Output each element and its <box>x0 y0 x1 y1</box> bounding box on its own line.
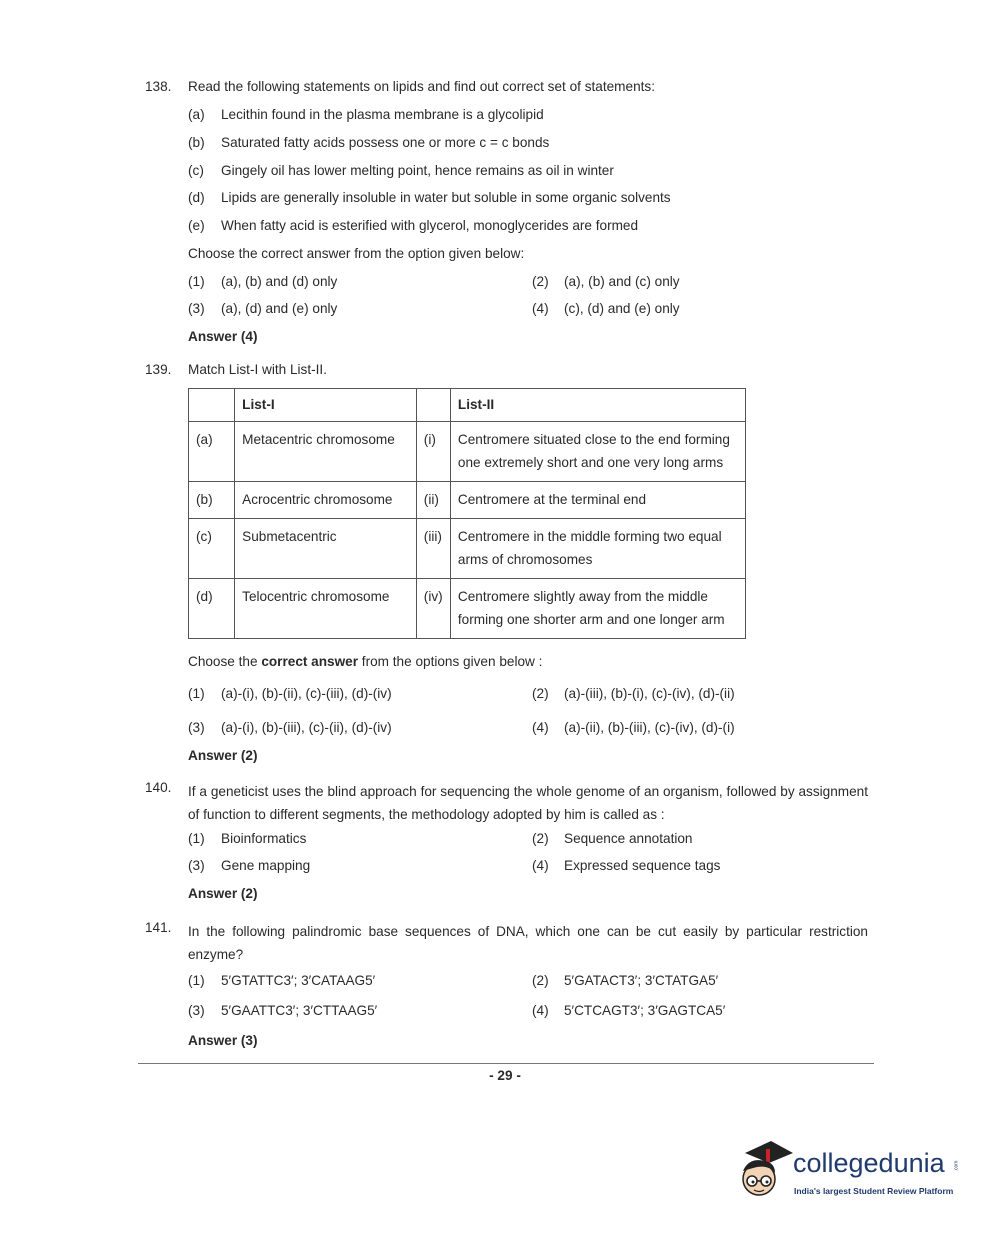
statement-label: (a) <box>188 107 205 122</box>
question-number: 138. <box>145 79 172 94</box>
table-row <box>189 422 746 482</box>
statement-text: When fatty acid is esterified with glycerol, monoglycerides are formed <box>221 218 639 233</box>
table-row <box>189 519 746 579</box>
option-label: (4) <box>532 1003 549 1018</box>
list2-item: Centromere slightly away from the middle forming one shorter arm and one longer arm <box>450 579 745 639</box>
option-label: (1) <box>188 831 205 846</box>
statement-text: Lipids are generally insoluble in water but soluble in some organic solvents <box>221 190 671 205</box>
answer: Answer (2) <box>188 886 258 901</box>
option-label: (1) <box>188 973 205 988</box>
option-label: (3) <box>188 858 205 873</box>
list1-label: (c) <box>189 519 235 579</box>
option-label: (1) <box>188 686 205 701</box>
option-label: (2) <box>532 973 549 988</box>
footer-divider <box>138 1063 874 1064</box>
list1-label: (a) <box>189 422 235 482</box>
answer: Answer (3) <box>188 1033 258 1048</box>
list1-label: (b) <box>189 482 235 519</box>
option-text: Sequence annotation <box>564 831 693 846</box>
option-text: (a)-(iii), (b)-(i), (c)-(iv), (d)-(ii) <box>564 686 735 701</box>
list2-item: Centromere situated close to the end forming one extremely short and one very long arms <box>450 422 745 482</box>
option-text: (a), (b) and (d) only <box>221 274 338 289</box>
instruction-text <box>188 654 542 669</box>
option-label: (2) <box>532 686 549 701</box>
option-text: 5′GTATTC3′; 3′CATAAG5′ <box>221 973 376 988</box>
option-label: (2) <box>532 831 549 846</box>
statement-label: (e) <box>188 218 205 233</box>
statement-label: (d) <box>188 190 205 205</box>
question-text: If a geneticist uses the blind approach for sequencing the whole genome of an organism, followed by assignment of function to different segments, the methodology adopted by him is called as : <box>188 784 868 822</box>
list2-label: (ii) <box>416 482 450 519</box>
list2-label: (iii) <box>416 519 450 579</box>
option-text: 5′GATACT3′; 3′CTATGA5′ <box>564 973 719 988</box>
instruction-pre: Choose the <box>188 654 262 669</box>
option-label: (4) <box>532 301 549 316</box>
option-text: (a)-(i), (b)-(iii), (c)-(ii), (d)-(iv) <box>221 720 392 735</box>
table-header-row <box>189 389 746 422</box>
option-text: Gene mapping <box>221 858 311 873</box>
question-number: 139. <box>145 362 172 377</box>
match-table <box>188 388 746 639</box>
option-label: (1) <box>188 274 205 289</box>
option-text: (a), (b) and (c) only <box>564 274 680 289</box>
statement-text: Lecithin found in the plasma membrane is a glycolipid <box>221 107 544 122</box>
list2-item: Centromere in the middle forming two equal arms of chromosomes <box>450 519 745 579</box>
statement-label: (c) <box>188 163 204 178</box>
option-label: (3) <box>188 1003 205 1018</box>
list2-header: List-II <box>450 389 745 422</box>
answer: Answer (2) <box>188 748 258 763</box>
option-text: (a)-(i), (b)-(ii), (c)-(iii), (d)-(iv) <box>221 686 392 701</box>
table-row <box>189 579 746 639</box>
statement-text: Gingely oil has lower melting point, hence remains as oil in winter <box>221 163 614 178</box>
option-text: (c), (d) and (e) only <box>564 301 680 316</box>
option-text: (a), (d) and (e) only <box>221 301 338 316</box>
option-text: Bioinformatics <box>221 831 307 846</box>
instruction-post: from the options given below : <box>358 654 543 669</box>
list1-header: List-I <box>235 389 417 422</box>
header-cell <box>189 389 235 422</box>
list1-item: Acrocentric chromosome <box>235 482 417 519</box>
page-number: - 29 - <box>489 1068 521 1083</box>
list2-label: (i) <box>416 422 450 482</box>
option-label: (4) <box>532 858 549 873</box>
list2-label: (iv) <box>416 579 450 639</box>
list1-item: Metacentric chromosome <box>235 422 417 482</box>
question-text: Read the following statements on lipids and find out correct set of statements: <box>188 79 655 94</box>
instruction-bold: correct answer <box>261 654 359 669</box>
logo-domain: .com <box>953 1160 960 1172</box>
list1-item: Telocentric chromosome <box>235 579 417 639</box>
instruction-text: Choose the correct answer from the option given below: <box>188 246 525 261</box>
question-number: 140. <box>145 780 172 795</box>
question-text: In the following palindromic base sequences of DNA, which one can be cut easily by particular restriction enzyme? <box>188 924 868 962</box>
option-text: 5′CTCAGT3′; 3′GAGTCA5′ <box>564 1003 726 1018</box>
option-label: (2) <box>532 274 549 289</box>
answer: Answer (4) <box>188 329 258 344</box>
statement-label: (b) <box>188 135 205 150</box>
logo-tagline: India's largest Student Review Platform <box>794 1186 954 1196</box>
table-row <box>189 482 746 519</box>
statement-text: Saturated fatty acids possess one or more c = c bonds <box>221 135 550 150</box>
option-text: 5′GAATTC3′; 3′CTTAAG5′ <box>221 1003 378 1018</box>
option-text: Expressed sequence tags <box>564 858 721 873</box>
question-number: 141. <box>145 920 172 935</box>
list2-item: Centromere at the terminal end <box>450 482 745 519</box>
option-label: (3) <box>188 301 205 316</box>
option-text: (a)-(ii), (b)-(iii), (c)-(iv), (d)-(i) <box>564 720 735 735</box>
list1-label: (d) <box>189 579 235 639</box>
logo-wordmark: collegedunia <box>793 1148 945 1178</box>
option-label: (3) <box>188 720 205 735</box>
header-cell <box>416 389 450 422</box>
option-label: (4) <box>532 720 549 735</box>
question-text: Match List-I with List-II. <box>188 362 327 377</box>
list1-item: Submetacentric <box>235 519 417 579</box>
